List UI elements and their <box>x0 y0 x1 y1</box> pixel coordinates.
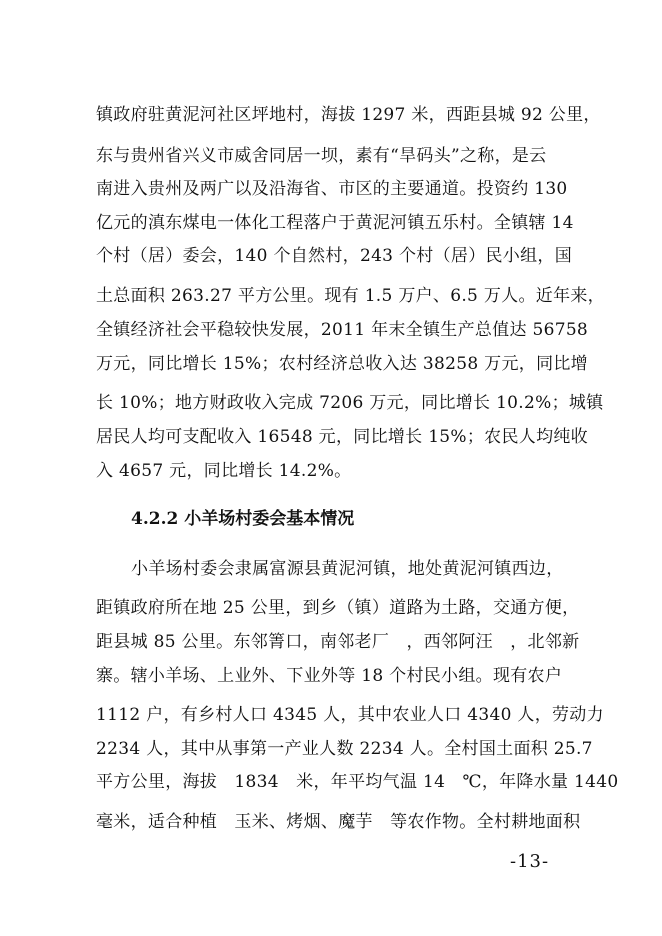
text-line: 平方公里，海拔 1834 米，年平均气温 14 ℃，年降水量 1440 <box>96 772 619 792</box>
text-line: 距镇政府所在地 25 公里，到乡（镇）道路为土路，交通方便， <box>96 598 580 618</box>
text-line: 入 4657 元，同比增长 14.2%。 <box>96 461 352 481</box>
text-line: 长 10%；地方财政收入完成 7206 万元，同比增长 10.2%；城镇 <box>96 393 604 413</box>
text-line: 小羊场村委会隶属富源县黄泥河镇，地处黄泥河镇西边， <box>131 559 564 579</box>
text-line: 镇政府驻黄泥河社区坪地村，海拔 1297 米，西距县城 92 公里， <box>96 105 601 125</box>
text-line: 距县城 85 公里。东邻箐口，南邻老厂 ，西邻阿汪 ，北邻新 <box>96 632 580 652</box>
text-line: 万元，同比增长 15%；农村经济总收入达 38258 万元，同比增 <box>96 354 588 374</box>
text-line: 寨。辖小羊场、上业外、下业外等 18 个村民小组。现有农户 <box>96 666 563 686</box>
text-line: 东与贵州省兴义市威舍同居一坝，素有“旱码头”之称，是云 <box>96 146 547 166</box>
text-line: 个村（居）委会，140 个自然村，243 个村（居）民小组，国 <box>96 246 573 266</box>
text-line: 全镇经济社会平稳较快发展，2011 年末全镇生产总值达 56758 <box>96 320 589 340</box>
text-line: 居民人均可支配收入 16548 元，同比增长 15%；农民人均纯收 <box>96 427 588 447</box>
text-line: 2234 人，其中从事第一产业人数 2234 人。全村国土面积 25.7 <box>96 739 593 759</box>
section-heading: 4.2.2 小羊场村委会基本情况 <box>131 509 355 529</box>
text-line: 土总面积 263.27 平方公里。现有 1.5 万户、6.5 万人。近年来， <box>96 286 605 306</box>
text-line: 毫米，适合种植 玉米、烤烟、魔芋 等农作物。全村耕地面积 <box>96 812 581 832</box>
text-line: 南进入贵州及两广以及沿海省、市区的主要通道。投资约 130 <box>96 179 568 199</box>
page-number: -13- <box>510 851 550 872</box>
text-line: 亿元的滇东煤电一体化工程落户于黄泥河镇五乐村。全镇辖 14 <box>96 213 574 233</box>
text-line: 1112 户，有乡村人口 4345 人，其中农业人口 4340 人，劳动力 <box>96 705 604 725</box>
